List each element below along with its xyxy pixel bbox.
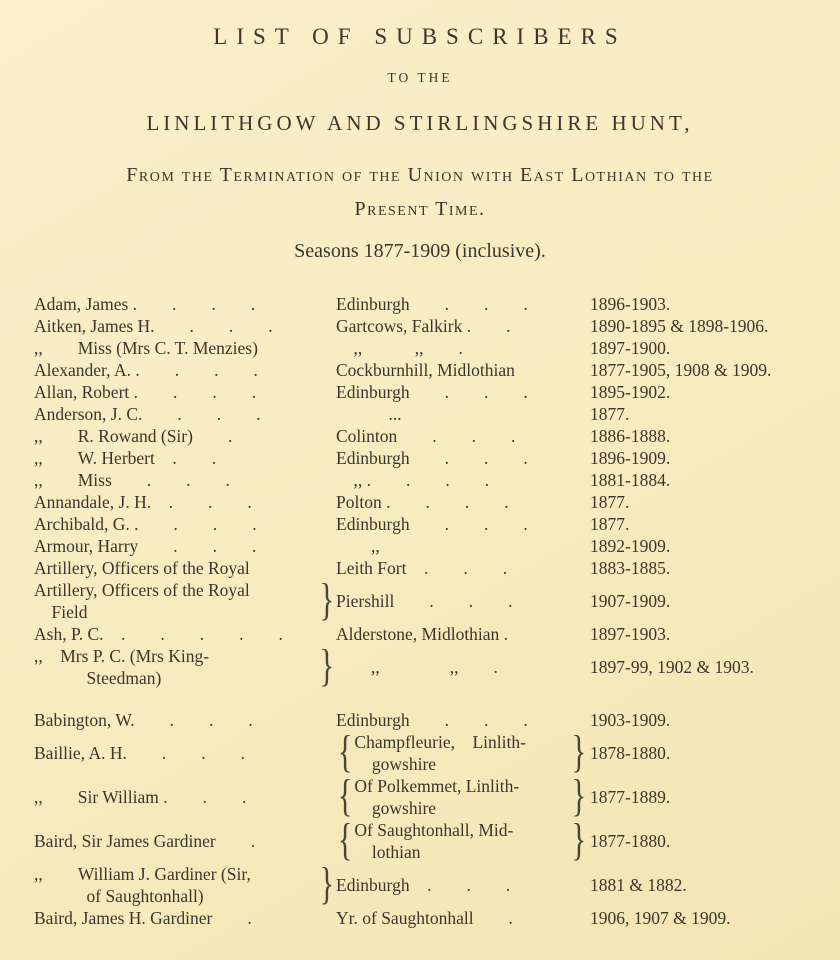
text-line: Polton . . . . xyxy=(336,492,509,512)
subscriber-row xyxy=(34,623,826,645)
subscriber-residence xyxy=(336,403,588,425)
subscriber-residence-text xyxy=(354,819,569,863)
text-line: Baird, Sir James Gardiner . xyxy=(34,831,256,851)
text-line: Artillery, Officers of the Royal xyxy=(34,580,250,600)
subscriber-name xyxy=(34,425,336,447)
curly-brace-right: } xyxy=(571,771,586,821)
subscriber-residence xyxy=(336,771,588,821)
subscriber-name xyxy=(34,557,336,579)
text-line: Yr. of Saughtonhall . xyxy=(336,908,513,928)
text-line: Champfleurie, Linlith- xyxy=(354,732,526,752)
subscriber-residence xyxy=(336,656,588,678)
subscriber-seasons: 1877-1905, 1908 & 1909. xyxy=(590,360,772,380)
text-line: Colinton . . . xyxy=(336,426,516,446)
subscriber-name-text xyxy=(34,557,250,579)
subscriber-name-text xyxy=(34,403,261,425)
subscriber-seasons: 1881 & 1882. xyxy=(590,875,687,895)
text-line: Aitken, James H. . . . xyxy=(34,316,273,336)
subscriber-row xyxy=(34,815,826,865)
subscriber-residence-text xyxy=(336,656,498,678)
subscriber-name xyxy=(34,786,336,808)
subscriber-residence-text xyxy=(336,623,508,645)
text-line: ,, William J. Gardiner (Sir, xyxy=(34,864,251,884)
subscriber-residence-text xyxy=(354,731,569,775)
text-line: ,, ,, . xyxy=(336,657,498,677)
text-line: ,, xyxy=(336,536,380,556)
text-line: Edinburgh . . . xyxy=(336,514,528,534)
subscriber-seasons: 1877-1889. xyxy=(590,787,671,807)
subscriber-row xyxy=(34,859,826,909)
text-line: ,, Miss (Mrs C. T. Menzies) xyxy=(34,338,258,358)
subscriber-residence xyxy=(336,337,588,359)
text-line: Ash, P. C. . . . . . xyxy=(34,624,283,644)
subscriber-name xyxy=(34,403,336,425)
subscriber-row xyxy=(34,709,826,731)
subscriber-name xyxy=(34,859,336,909)
subscriber-row xyxy=(34,727,826,777)
subscriber-name-text xyxy=(34,535,256,557)
header-description xyxy=(0,158,840,226)
subscriber-name xyxy=(34,575,336,625)
subscriber-name-text xyxy=(34,579,250,623)
subscriber-seasons: 1892-1909. xyxy=(590,536,671,556)
text-line: Cockburnhill, Midlothian xyxy=(336,360,515,380)
text-line: Alderstone, Midlothian . xyxy=(336,624,509,644)
curly-brace-left: { xyxy=(338,771,353,821)
subscriber-row xyxy=(34,293,826,315)
subscriber-seasons: 1890-1895 & 1898-1906. xyxy=(590,316,769,336)
text-line: lothian xyxy=(354,842,421,862)
subscriber-row xyxy=(34,469,826,491)
subscriber-row xyxy=(34,447,826,469)
subscriber-seasons: 1906, 1907 & 1909. xyxy=(590,908,731,928)
subscriber-seasons: 1877. xyxy=(590,514,630,534)
curly-brace-right: } xyxy=(571,815,586,865)
text-line: Edinburgh . . . xyxy=(336,382,528,402)
subscriber-residence-text xyxy=(336,907,513,929)
page-title: LIST OF SUBSCRIBERS xyxy=(213,24,627,49)
text-line: Steedman) xyxy=(34,668,162,688)
subscriber-residence xyxy=(336,425,588,447)
subscriber-row xyxy=(34,641,826,691)
subscriber-residence-text xyxy=(336,874,510,896)
subscriber-residence xyxy=(336,513,588,535)
text-line: Piershill . . . xyxy=(336,591,513,611)
subscriber-name-text xyxy=(34,623,283,645)
text-line: Baillie, A. H. . . . xyxy=(34,743,245,763)
text-line: Annandale, J. H. . . . xyxy=(34,492,252,512)
subscriber-seasons: 1897-1900. xyxy=(590,338,671,358)
subscriber-row xyxy=(34,315,826,337)
text-line: Adam, James . . . . xyxy=(34,294,256,314)
subscriber-residence xyxy=(336,469,588,491)
text-line: Alexander, A. . . . . xyxy=(34,360,258,380)
subscriber-residence-text xyxy=(336,709,528,731)
subscriber-seasons: 1877. xyxy=(590,492,630,512)
text-line: Edinburgh . . . xyxy=(336,710,528,730)
text-line: ,, ,, . xyxy=(336,338,463,358)
subscriber-seasons: 1877. xyxy=(590,404,630,424)
subscriber-residence-text xyxy=(336,557,507,579)
subscriber-residence xyxy=(336,491,588,513)
text-line: ,, Sir William . . . xyxy=(34,787,247,807)
subscriber-residence xyxy=(336,907,588,929)
text-line: of Saughtonhall) xyxy=(34,886,204,906)
curly-brace-right: } xyxy=(319,859,334,909)
subscriber-residence-text xyxy=(336,359,515,381)
text-line: gowshire xyxy=(354,798,437,818)
subscriber-residence xyxy=(336,815,588,865)
subscriber-row xyxy=(34,575,826,625)
subscriber-name xyxy=(34,293,336,315)
subscriber-list xyxy=(34,293,826,929)
subscriber-name-text xyxy=(34,645,209,689)
subscriber-name-text xyxy=(34,786,246,808)
curly-brace-right: } xyxy=(319,641,334,691)
subscriber-name-text xyxy=(34,742,245,764)
subscriber-residence xyxy=(336,535,588,557)
text-line: Gartcows, Falkirk . . xyxy=(336,316,511,336)
subscriber-name xyxy=(34,381,336,403)
subscriber-residence-text xyxy=(336,535,380,557)
subscriber-name xyxy=(34,359,336,381)
text-line: Edinburgh . . . xyxy=(336,875,511,895)
subscriber-name xyxy=(34,830,336,852)
subscriber-name xyxy=(34,641,336,691)
text-line: ,, W. Herbert . . xyxy=(34,448,217,468)
subscriber-seasons: 1895-1902. xyxy=(590,382,671,402)
subscriber-row xyxy=(34,535,826,557)
subscriber-name-text xyxy=(34,513,257,535)
subscriber-residence xyxy=(336,623,588,645)
subscriber-name xyxy=(34,315,336,337)
subscriber-name xyxy=(34,623,336,645)
subscriber-residence xyxy=(336,727,588,777)
text-line: Allan, Robert . . . . xyxy=(34,382,257,402)
subscriber-name-text xyxy=(34,337,258,359)
text-line: ,, Miss . . . xyxy=(34,470,230,490)
subscriber-row xyxy=(34,425,826,447)
subscriber-residence xyxy=(336,557,588,579)
subscriber-residence xyxy=(336,874,588,896)
subscriber-residence-text xyxy=(336,425,515,447)
text-line: Field xyxy=(34,602,88,622)
subscriber-name-text xyxy=(34,447,216,469)
subscriber-name-text xyxy=(34,425,232,447)
subscriber-residence-text xyxy=(336,513,528,535)
hunt-title: LINLITHGOW AND STIRLINGSHIRE HUNT, xyxy=(146,111,694,135)
text-line: Archibald, G. . . . . xyxy=(34,514,257,534)
subscriber-name xyxy=(34,447,336,469)
subscriber-residence xyxy=(336,590,588,612)
curly-brace-left: { xyxy=(338,815,353,865)
text-line: ,, R. Rowand (Sir) . xyxy=(34,426,233,446)
description-line-2: Present Time. xyxy=(354,198,486,220)
seasons-note: Seasons 1877-1909 (inclusive). xyxy=(294,240,546,262)
text-line: Baird, James H. Gardiner . xyxy=(34,908,252,928)
subscriber-row xyxy=(34,337,826,359)
subscriber-residence xyxy=(336,293,588,315)
text-line: Of Saughtonhall, Mid- xyxy=(354,820,514,840)
subscriber-seasons: 1903-1909. xyxy=(590,710,671,730)
subscriber-row xyxy=(34,771,826,821)
subscriber-seasons: 1878-1880. xyxy=(590,743,671,763)
subscriber-residence-text xyxy=(354,775,569,819)
subscriber-residence xyxy=(336,359,588,381)
subscriber-name-text xyxy=(34,491,252,513)
text-line: Edinburgh . . . xyxy=(336,448,528,468)
text-line: Babington, W. . . . xyxy=(34,710,253,730)
subscriber-row xyxy=(34,557,826,579)
subscriber-name-text xyxy=(34,359,258,381)
curly-brace-right: } xyxy=(571,727,586,777)
subscriber-name-text xyxy=(34,863,251,907)
curly-brace-left: { xyxy=(338,727,353,777)
subscriber-name-text xyxy=(34,381,256,403)
subscriber-name xyxy=(34,535,336,557)
subscriber-name-text xyxy=(34,709,253,731)
subscriber-name xyxy=(34,907,336,929)
subscriber-name xyxy=(34,742,336,764)
text-line: gowshire xyxy=(354,754,437,774)
text-line: Armour, Harry . . . xyxy=(34,536,257,556)
subscriber-seasons: 1881-1884. xyxy=(590,470,671,490)
text-line: ... xyxy=(336,404,402,424)
subscriber-row xyxy=(34,381,826,403)
subscriber-residence xyxy=(336,381,588,403)
text-line: Artillery, Officers of the Royal xyxy=(34,558,250,578)
text-line: Edinburgh . . . xyxy=(336,294,528,314)
text-line: ,, . . . . xyxy=(336,470,490,490)
subscriber-name xyxy=(34,491,336,513)
subscriber-seasons: 1897-99, 1902 & 1903. xyxy=(590,657,754,677)
subscriber-name-text xyxy=(34,469,230,491)
subscriber-row xyxy=(34,907,826,929)
subscriber-residence xyxy=(336,709,588,731)
subscriber-residence-text xyxy=(336,381,528,403)
subscriber-seasons: 1897-1903. xyxy=(590,624,671,644)
subscriber-row xyxy=(34,359,826,381)
text-line: ,, Mrs P. C. (Mrs King- xyxy=(34,646,210,666)
subscriber-seasons: 1896-1903. xyxy=(590,294,671,314)
description-line-1: From the Termination of the Union with East Lothian to the xyxy=(126,164,714,186)
subscriber-row xyxy=(34,513,826,535)
text-line: Leith Fort . . . xyxy=(336,558,508,578)
header-to-the: TO THE xyxy=(387,70,453,85)
subscriber-name-text xyxy=(34,830,255,852)
text-line: Of Polkemmet, Linlith- xyxy=(354,776,520,796)
subscriber-seasons: 1883-1885. xyxy=(590,558,671,578)
subscriber-residence-text xyxy=(336,337,463,359)
subscriber-residence-text xyxy=(336,403,402,425)
subscriber-residence xyxy=(336,315,588,337)
subscriber-residence-text xyxy=(336,447,528,469)
subscriber-residence-text xyxy=(336,315,511,337)
subscriber-residence-text xyxy=(336,491,509,513)
curly-brace-right: } xyxy=(319,575,334,625)
subscriber-name xyxy=(34,709,336,731)
page-header xyxy=(0,0,840,263)
subscriber-seasons: 1877-1880. xyxy=(590,831,671,851)
subscriber-name-text xyxy=(34,293,255,315)
subscriber-name-text xyxy=(34,315,273,337)
subscriber-row xyxy=(34,403,826,425)
subscriber-residence-text xyxy=(336,590,512,612)
subscriber-name xyxy=(34,513,336,535)
subscriber-residence xyxy=(336,447,588,469)
subscriber-seasons: 1896-1909. xyxy=(590,448,671,468)
text-line: Anderson, J. C. . . . xyxy=(34,404,261,424)
subscriber-seasons: 1907-1909. xyxy=(590,591,671,611)
subscriber-row xyxy=(34,491,826,513)
subscriber-name xyxy=(34,337,336,359)
subscriber-residence-text xyxy=(336,293,528,315)
subscriber-seasons: 1886-1888. xyxy=(590,426,671,446)
subscriber-residence-text xyxy=(336,469,489,491)
subscriber-name-text xyxy=(34,907,252,929)
subscriber-name xyxy=(34,469,336,491)
